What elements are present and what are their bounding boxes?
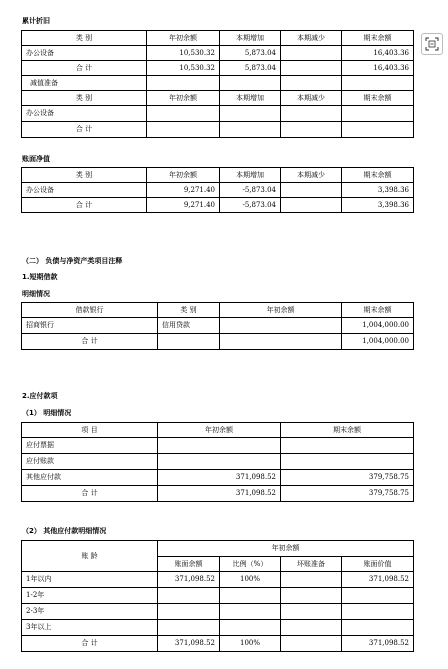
header-cell: 期末余额: [281, 423, 414, 438]
cell: [281, 604, 342, 620]
cell: 合 计: [22, 486, 158, 502]
cell: [342, 106, 414, 122]
cell: 9,271.40: [147, 198, 220, 213]
cell: [281, 438, 414, 454]
cell: 371,098.52: [342, 572, 414, 588]
cell: 16,403.36: [342, 61, 414, 76]
table-header-row: [22, 303, 414, 318]
section-title-liabilities: （二） 负债与净资产类项目注释: [22, 257, 123, 265]
cell: 371,098.52: [342, 636, 414, 652]
subsection-title-payables: 2.应付款项: [22, 392, 58, 400]
table-row: [22, 454, 414, 470]
cell: [220, 318, 342, 334]
header-cell: 期末余额: [342, 31, 414, 46]
table-header-row: [22, 423, 414, 438]
total-row: [22, 198, 414, 213]
cell: 合 计: [22, 61, 147, 76]
cell: [158, 588, 220, 604]
header-cell: 账 龄: [22, 541, 158, 572]
cell: 5,873.04: [220, 46, 281, 61]
cell: [342, 604, 414, 620]
cell: [158, 604, 220, 620]
cell: 10,530.32: [147, 46, 220, 61]
cell: 100%: [220, 572, 281, 588]
cell: 应付账款: [22, 454, 158, 470]
cell: 办公设备: [22, 46, 147, 61]
total-row: [22, 122, 414, 138]
header-cell: 账面价值: [342, 556, 414, 572]
header-cell: 本期增加: [220, 91, 281, 106]
cell: [342, 588, 414, 604]
cell: 招商银行: [22, 318, 158, 334]
cell: 1,004,000.00: [342, 318, 414, 334]
other-payables-table: [21, 540, 414, 652]
header-cell: 借款银行: [22, 303, 158, 318]
header-cell: 期末余额: [342, 168, 414, 183]
table-row: [22, 620, 414, 636]
cell: [281, 198, 342, 213]
cell: [281, 454, 414, 470]
cell: [281, 61, 342, 76]
header-cell: 本期减少: [281, 91, 342, 106]
cell: [281, 122, 342, 138]
header-cell: 年初余额: [147, 168, 220, 183]
header-cell: 类 别: [22, 168, 147, 183]
header-cell: 项 目: [22, 423, 158, 438]
table-row: [22, 106, 414, 122]
cell: 371,098.52: [158, 572, 220, 588]
header-cell: 本期增加: [220, 168, 281, 183]
cell: 合 计: [22, 334, 158, 350]
cell: [281, 588, 342, 604]
header-cell: 本期增加: [220, 31, 281, 46]
header-cell: 类 别: [22, 31, 147, 46]
payables-table: [21, 422, 414, 502]
cell: 应付票据: [22, 438, 158, 454]
cell: [220, 334, 342, 350]
cell: 1,004,000.00: [342, 334, 414, 350]
subsection-detail-label: 明细情况: [22, 290, 50, 298]
cell: [220, 588, 281, 604]
cell: 371,098.52: [158, 486, 281, 502]
section-title-net-value: 账面净值: [22, 155, 50, 163]
subsection-detail-label: （1） 明细情况: [22, 409, 72, 417]
cell: [342, 620, 414, 636]
table-row: [22, 183, 414, 198]
cell: [158, 334, 220, 350]
table-header-row: [22, 168, 414, 183]
table-row: [22, 470, 414, 486]
cell: 1-2年: [22, 588, 158, 604]
cell: 16,403.36: [342, 46, 414, 61]
cell: [147, 122, 220, 138]
cell: [281, 46, 342, 61]
scan-glyph: [425, 37, 439, 51]
cell: [158, 620, 220, 636]
cell: [281, 572, 342, 588]
cell: 其他应付款: [22, 470, 158, 486]
scan-icon[interactable]: [421, 33, 443, 55]
cell: 办公设备: [22, 106, 147, 122]
cell: 信用贷款: [158, 318, 220, 334]
table-header-row: [22, 541, 414, 557]
cell: 10,530.32: [147, 61, 220, 76]
cell: 371,098.52: [158, 470, 281, 486]
cell: -5,873.04: [220, 183, 281, 198]
header-cell: 坏账准备: [281, 556, 342, 572]
table-row: [22, 318, 414, 334]
cell: [281, 636, 342, 652]
cell: [281, 620, 342, 636]
depreciation-table: [21, 30, 414, 138]
header-cell: 本期减少: [281, 168, 342, 183]
table-row: [22, 438, 414, 454]
cell: 合 计: [22, 636, 158, 652]
header-cell: 期末余额: [342, 91, 414, 106]
cell: [342, 122, 414, 138]
header-cell: 年初余额: [158, 423, 281, 438]
table-header-row: [22, 91, 414, 106]
cell: 100%: [220, 636, 281, 652]
header-cell: 年初余额: [147, 31, 220, 46]
cell: [220, 106, 281, 122]
cell: 合 计: [22, 122, 147, 138]
table-row: [22, 588, 414, 604]
cell: 5,873.04: [220, 61, 281, 76]
short-loans-table: [21, 302, 414, 350]
cell: 合 计: [22, 198, 147, 213]
cell: [281, 183, 342, 198]
header-cell: 期末余额: [342, 303, 414, 318]
cell: [220, 604, 281, 620]
header-cell: 类 别: [158, 303, 220, 318]
cell: 3年以上: [22, 620, 158, 636]
net-value-table: [21, 167, 414, 213]
header-cell: 比例（%）: [220, 556, 281, 572]
cell: 371,098.52: [158, 636, 220, 652]
cell: -5,873.04: [220, 198, 281, 213]
subsection-title-impairment: 减值准备: [22, 76, 147, 91]
cell: 3,398.36: [342, 198, 414, 213]
header-cell: 账面余额: [158, 556, 220, 572]
header-cell: 年初余额: [147, 91, 220, 106]
cell: [281, 106, 342, 122]
total-row: [22, 636, 414, 652]
cell: [220, 620, 281, 636]
total-row: [22, 334, 414, 350]
cell: 2-3年: [22, 604, 158, 620]
header-cell: 年初余额: [220, 303, 342, 318]
section-title-depreciation: 累计折旧: [22, 17, 50, 25]
table-row: [22, 46, 414, 61]
cell: 379,758.75: [281, 470, 414, 486]
subsection-detail-label: （2） 其他应付款明细情况: [22, 527, 107, 535]
total-row: [22, 486, 414, 502]
cell: 3,398.36: [342, 183, 414, 198]
subsection-title-short-loans: 1.短期借款: [22, 273, 58, 281]
cell: [158, 454, 281, 470]
subsection-row: [22, 76, 414, 91]
cell: [147, 106, 220, 122]
cell: 办公设备: [22, 183, 147, 198]
header-cell: 本期减少: [281, 31, 342, 46]
cell: [158, 438, 281, 454]
cell: 379,758.75: [281, 486, 414, 502]
cell: [220, 122, 281, 138]
cell: 9,271.40: [147, 183, 220, 198]
table-header-row: [22, 31, 414, 46]
table-row: [22, 604, 414, 620]
header-group-cell: 年初余额: [158, 541, 414, 557]
total-row: [22, 61, 414, 76]
header-cell: 类 别: [22, 91, 147, 106]
cell: 1年以内: [22, 572, 158, 588]
table-row: [22, 572, 414, 588]
